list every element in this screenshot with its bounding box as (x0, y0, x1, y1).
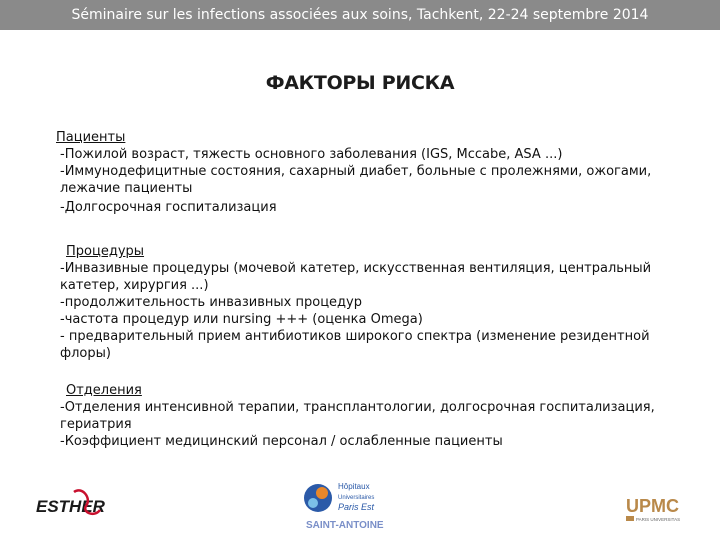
upmc-subtext: PARIS UNIVERSITAS (636, 517, 681, 522)
list-item: -Инвазивные процедуры (мочевой катетер, искусственная вентиляция, центральный катетер, хирургия ...) (60, 261, 652, 293)
list-item: -продолжительность инвазивных процедур (60, 295, 362, 310)
esther-logo-text: ESTHER (36, 497, 105, 516)
hopitaux-text: Paris Est (338, 502, 375, 512)
upmc-logo-graphic (624, 492, 688, 526)
esther-logo (34, 484, 124, 524)
section-patients (56, 129, 676, 216)
section-heading (60, 243, 660, 260)
globe-accent (308, 498, 318, 508)
list-item: -Иммунодефицитные состояния, сахарный диабет, больные с пролежнями, ожогами, лежачие пациенты (60, 164, 652, 196)
hopitaux-logo-graphic (300, 478, 420, 534)
list-item: - предварительный прием антибиотиков широкого спектра (изменение резидентной флоры) (60, 329, 650, 361)
header-banner: Séminaire sur les infections associées aux soins, Tachkent, 22-24 septembre 2014 (0, 0, 720, 30)
heading-text: Отделения (66, 383, 142, 398)
hopitaux-logo (300, 478, 420, 534)
hopitaux-text: Universitaires (338, 495, 375, 501)
list-item: -Пожилой возраст, тяжесть основного заболевания (IGS, Mccabe, ASA ...) (60, 147, 563, 162)
heading-text: Пациенты (56, 130, 126, 145)
globe-icon (304, 484, 332, 512)
saint-antoine-text: SAINT-ANTOINE (306, 520, 384, 531)
upmc-text: UPMC (626, 496, 679, 516)
section-heading (60, 382, 660, 399)
section-heading (56, 129, 676, 146)
upmc-logo (624, 492, 688, 526)
section-procedures (60, 243, 660, 362)
section-departments (60, 382, 660, 450)
list-item: -частота процедур или nursing +++ (оценка Omega) (60, 312, 423, 327)
list-item: -Коэффициент медицинский персонал / ослабленные пациенты (60, 434, 503, 449)
list-item: -Долгосрочная госпитализация (60, 200, 277, 215)
heading-text: Процедуры (66, 244, 145, 259)
globe-accent (316, 487, 328, 499)
esther-logo-graphic (34, 484, 124, 524)
slide-title: ФАКТОРЫ РИСКА (265, 72, 455, 94)
list-item: -Отделения интенсивной терапии, трансплантологии, долгосрочная госпитализация, гериатрия (60, 400, 655, 432)
upmc-mark-icon (626, 516, 634, 521)
hopitaux-text: Hôpitaux (338, 482, 370, 491)
